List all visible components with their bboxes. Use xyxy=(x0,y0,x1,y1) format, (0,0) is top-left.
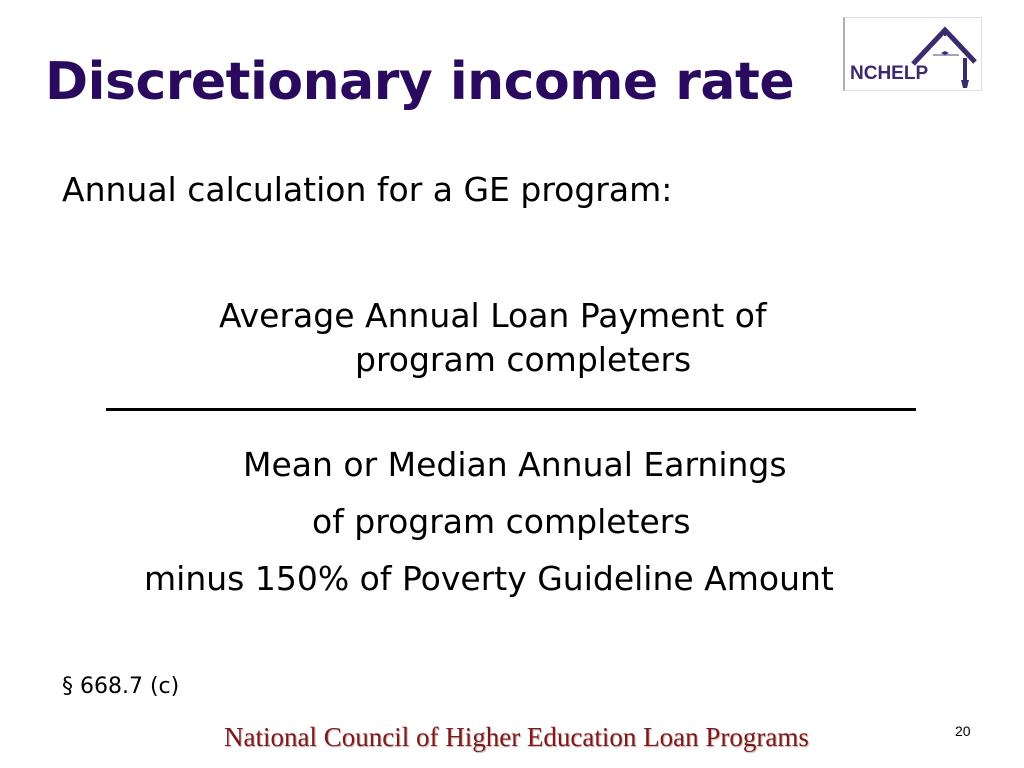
page-number: 20 xyxy=(955,723,971,739)
denominator-line-1: Mean or Median Annual Earnings xyxy=(243,445,787,484)
nchelp-logo xyxy=(843,17,982,91)
regulation-citation: § 668.7 (c) xyxy=(62,674,180,699)
numerator-line-1: Average Annual Loan Payment of xyxy=(219,296,767,335)
denominator-line-2: of program completers xyxy=(312,502,691,541)
fraction-bar xyxy=(106,408,916,411)
logo-wordmark: NCHELP xyxy=(850,63,929,84)
footer-organization: National Council of Higher Education Loan Programs xyxy=(224,722,809,752)
slide-title: Discretionary income rate xyxy=(45,52,795,112)
subtitle: Annual calculation for a GE program: xyxy=(62,170,673,209)
numerator-line-2: program completers xyxy=(355,340,692,379)
denominator-line-3: minus 150% of Poverty Guideline Amount xyxy=(144,559,834,598)
